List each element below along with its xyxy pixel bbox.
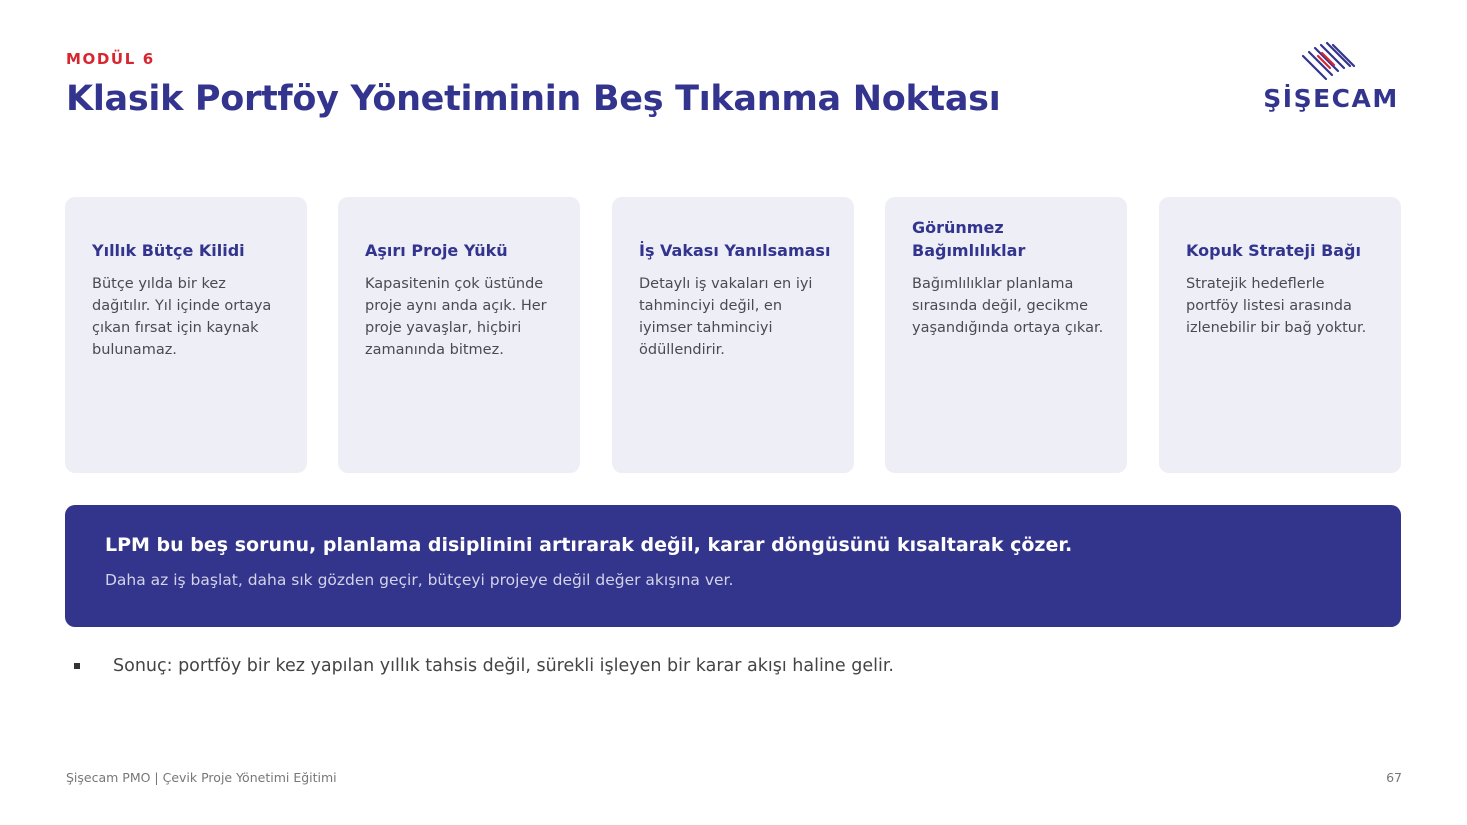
module-label: MODÜL 6 [66,50,155,68]
card-title: Aşırı Proje Yükü [365,241,508,260]
card-title: Görünmez Bağımlılıklar [912,218,1026,260]
card-disconnected-strategy [1159,197,1401,473]
card-title: İş Vakası Yanılsaması [639,241,831,260]
conclusion-bullet [74,656,894,676]
bullet-square-icon [74,663,80,669]
logo-wordmark: ŞİŞECAM [1263,84,1399,113]
banner-subtitle: Daha az iş başlat, daha sık gözden geçir, bütçeyi projeye değil değer akışına ver. [105,571,734,589]
card-title: Kopuk Strateji Bağı [1186,241,1361,260]
card-title: Yıllık Bütçe Kilidi [92,241,245,260]
page-title: Klasik Portföy Yönetiminin Beş Tıkanma Noktası [66,79,1001,119]
card-text: Stratejik hedeflerle portföy listesi arasında izlenebilir bir bağ yoktur. [1186,276,1367,336]
card-project-overload [338,197,580,473]
card-text: Kapasitenin çok üstünde proje aynı anda açık. Her proje yavaşlar, hiçbiri zamanında bitmez. [365,276,547,358]
bottleneck-cards [65,197,1401,473]
card-hidden-dependencies [885,197,1127,473]
card-text: Bütçe yılda bir kez dağıtılır. Yıl içinde ortaya çıkan fırsat için kaynak bulunamaz. [92,276,272,358]
banner-title: LPM bu beş sorunu, planlama disiplinini artırarak değil, karar döngüsünü kısaltarak çözer. [105,534,1073,556]
card-annual-budget [65,197,307,473]
card-business-case-illusion [612,197,854,473]
key-message-banner [65,505,1401,627]
conclusion-text: Sonuç: portföy bir kez yapılan yıllık tahsis değil, sürekli işleyen bir karar akışı haline gelir. [113,656,894,676]
sisecam-logo [1256,42,1406,118]
page-number: 67 [1386,770,1402,785]
footer-source: Şişecam PMO | Çevik Proje Yönetimi Eğitimi [66,770,337,785]
card-text: Detaylı iş vakaları en iyi tahminciyi değil, en iyimser tahminciyi ödüllendirir. [639,276,813,358]
card-text: Bağımlılıklar planlama sırasında değil, gecikme yaşandığında ortaya çıkar. [912,276,1104,336]
